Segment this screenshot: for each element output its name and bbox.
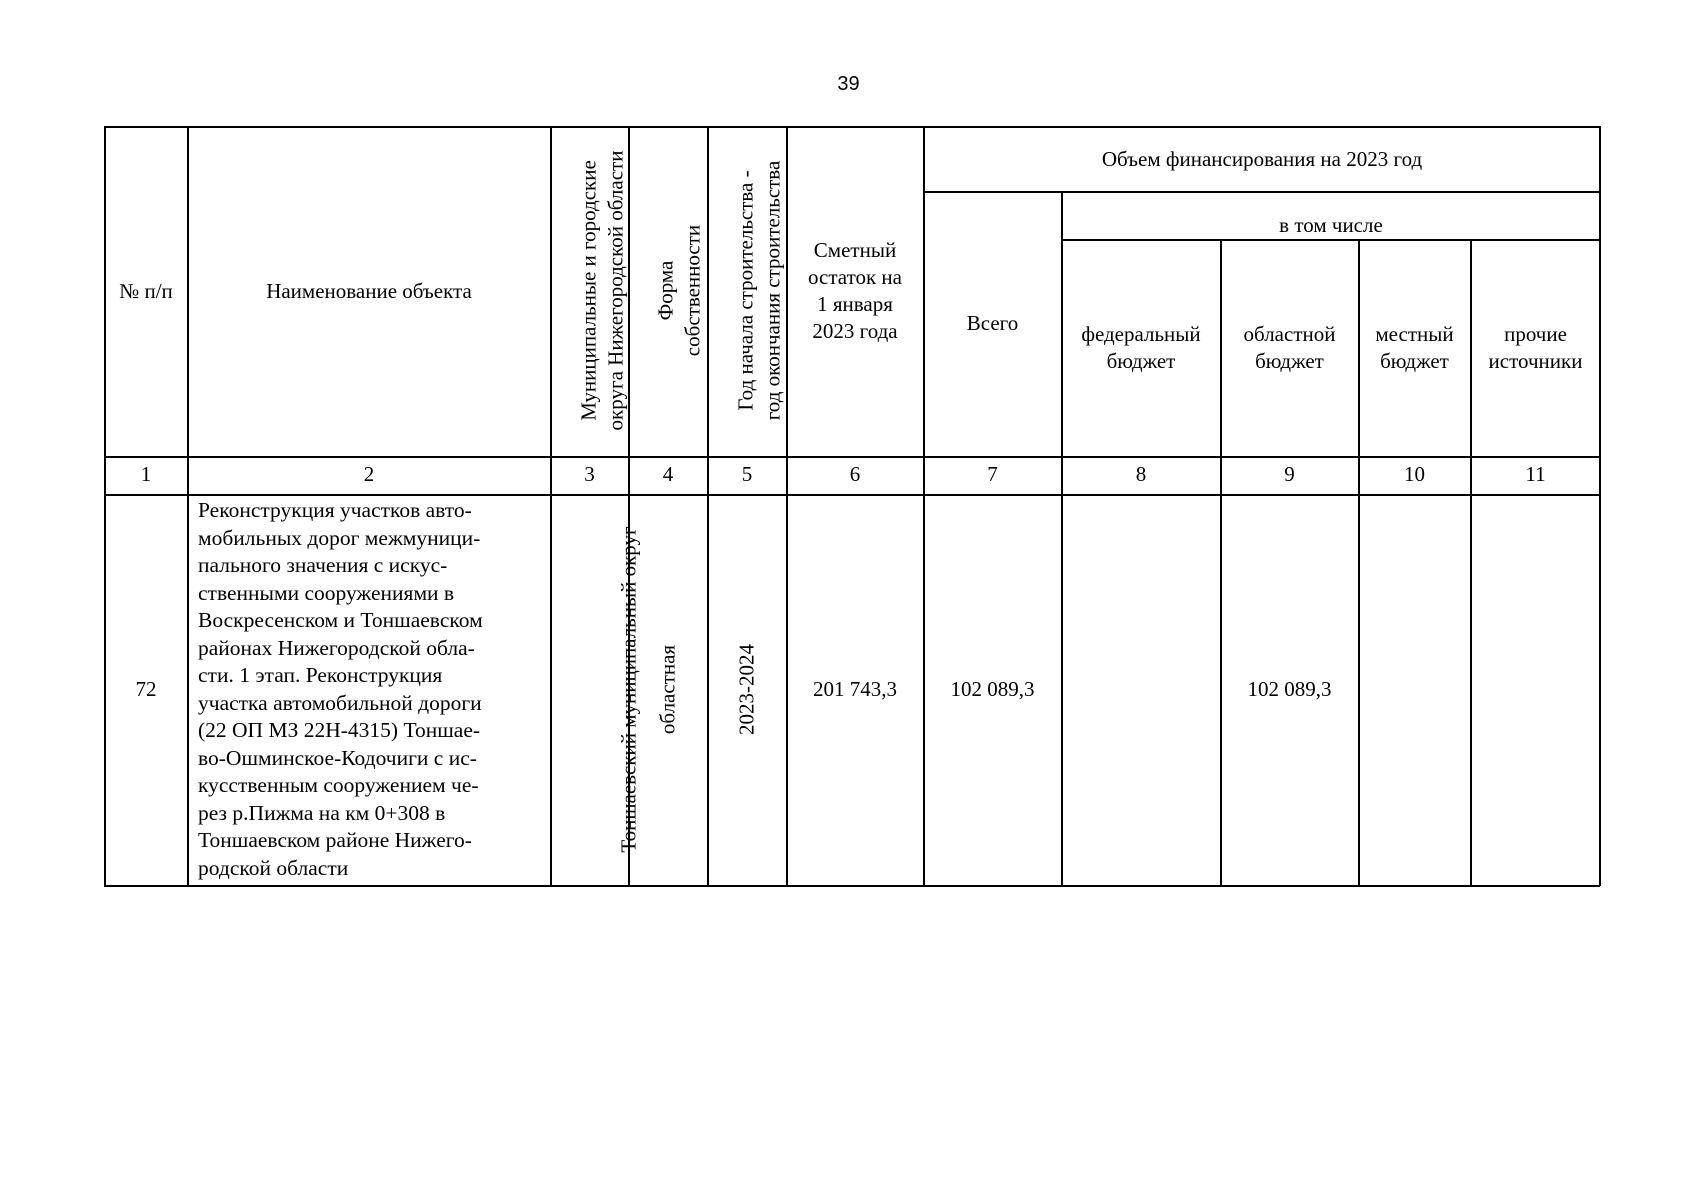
header-municipal-line2: округа Нижегородской области — [603, 150, 628, 431]
object-name-line: пального значения с искус- — [198, 553, 448, 577]
column-number: 4 — [662, 462, 674, 486]
column-number: 7 — [987, 462, 998, 486]
header-including: в том числе — [1279, 213, 1383, 237]
object-name-line: Тоншаевском районе Нижего- — [198, 828, 472, 852]
table-rule — [104, 494, 1600, 496]
table-rule — [104, 456, 1600, 458]
row-number: 72 — [135, 677, 157, 701]
column-number: 3 — [584, 462, 595, 486]
object-name-line: (22 ОП МЗ 22Н-4315) Тоншае- — [198, 718, 481, 742]
column-number: 11 — [1525, 462, 1546, 486]
header-estimate-line4: 2023 года — [812, 319, 898, 343]
header-years-line1: Год начала строительства - — [733, 170, 758, 411]
table-rule — [1061, 191, 1063, 886]
ownership-cell: областная — [655, 644, 680, 735]
header-total: Всего — [966, 311, 1019, 335]
table-border-right — [1599, 126, 1601, 886]
table-rule — [187, 126, 189, 886]
table-rule — [1061, 239, 1600, 241]
header-regional-line1: областной — [1243, 322, 1336, 346]
table-rule — [923, 126, 925, 886]
object-name-line: рез р.Пижма на км 0+308 в — [198, 800, 446, 825]
header-years-line2: год окончания строительства — [760, 160, 785, 421]
header-federal-line1: федеральный — [1081, 322, 1201, 346]
object-name-line: участка автомобильной дороги — [198, 690, 482, 715]
page-number: 39 — [837, 73, 860, 95]
column-number: 1 — [140, 462, 152, 486]
object-name-line: кусственным сооружением че- — [198, 773, 479, 797]
header-financing: Объем финансирования на 2023 год — [1101, 147, 1423, 171]
column-number: 2 — [363, 462, 375, 486]
column-number: 6 — [849, 462, 861, 486]
object-name-line: мобильных дорог межмуници- — [198, 525, 481, 550]
total-cell: 102 089,3 — [950, 677, 1035, 701]
header-estimate-line1: Сметный — [813, 238, 897, 262]
header-local-line1: местный — [1375, 322, 1454, 346]
object-name-line: районах Нижегородской обла- — [198, 635, 475, 660]
header-estimate-line2: остаток на — [808, 265, 902, 289]
header-municipal-line1: Муниципальные и городские — [576, 160, 601, 421]
header-number: № п/п — [119, 279, 173, 303]
table-border-bottom — [104, 885, 1600, 887]
estimate-cell: 201 743,3 — [813, 677, 897, 701]
table-border-top — [104, 126, 1600, 128]
table-rule — [550, 126, 552, 886]
years-cell: 2023-2024 — [734, 644, 759, 735]
regional-cell: 102 089,3 — [1247, 677, 1332, 701]
column-number: 10 — [1404, 462, 1425, 486]
header-other-line2: источники — [1488, 349, 1583, 373]
header-other-line1: прочие — [1504, 322, 1567, 346]
object-name-cell — [198, 497, 483, 882]
object-name-line: Реконструкция участков авто- — [198, 498, 472, 522]
object-name-line: сти. 1 этап. Реконструкция — [198, 663, 443, 687]
header-regional-line2: бюджет — [1255, 349, 1324, 373]
header-object-name: Наименование объекта — [266, 279, 472, 303]
object-name-line: во-Ошминское-Кодочиги с ис- — [198, 745, 477, 770]
column-number: 9 — [1284, 462, 1295, 486]
municipality-cell: Тоншаевский муниципальный округ — [616, 526, 641, 853]
table-rule — [707, 126, 709, 886]
table-rule — [923, 191, 1600, 193]
object-name-line: родской области — [198, 855, 349, 880]
header-local-line2: бюджет — [1380, 349, 1449, 373]
column-number: 5 — [741, 462, 753, 486]
header-ownership-line2: собственности — [680, 224, 705, 357]
header-estimate-line3: 1 января — [817, 292, 893, 316]
column-number: 8 — [1135, 462, 1147, 486]
header-federal-line2: бюджет — [1106, 349, 1176, 373]
header-ownership-line1: Форма — [653, 260, 678, 321]
table-border-left — [104, 126, 106, 886]
object-name-line: ственными сооружениями в — [198, 580, 455, 605]
object-name-line: Воскресенском и Тоншаевском — [198, 608, 483, 632]
